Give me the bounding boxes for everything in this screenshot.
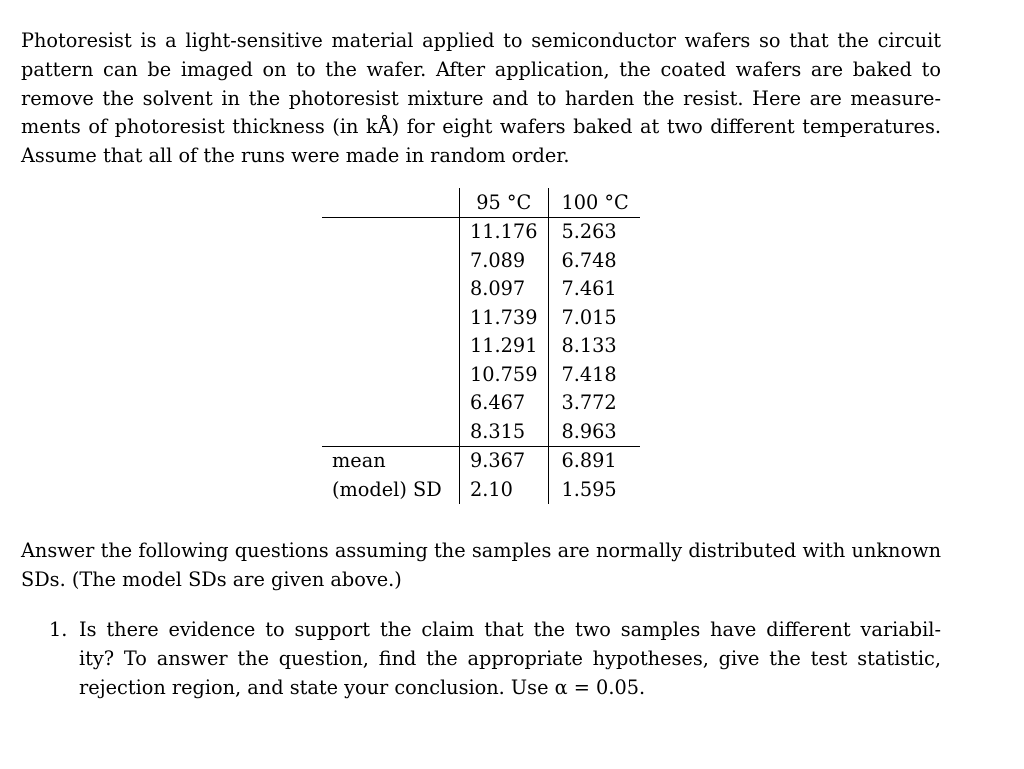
intro-line: remove the solvent in the photoresist mixture and to harden the resist. Here are measure- [21, 86, 941, 110]
sd-95c: 2.10 [460, 475, 549, 504]
cell-100c: 7.418 [549, 360, 640, 389]
cell-95c: 11.291 [460, 332, 549, 361]
summary-label: mean [332, 449, 386, 473]
table-header-blank [322, 188, 460, 217]
table-row [322, 246, 640, 275]
table-row [322, 417, 640, 446]
table-summary-row-sd [322, 475, 640, 504]
table-row [322, 217, 640, 246]
intro-line: ments of photoresist thickness (in kÅ) for eight wafers baked at two different temperatures. [21, 115, 941, 139]
cell-95c: 11.176 [460, 217, 549, 246]
sd-100c: 1.595 [549, 475, 640, 504]
header-95c: 95 °C [460, 188, 549, 217]
cell-95c: 8.315 [460, 417, 549, 446]
mean-100c: 6.891 [549, 446, 640, 475]
cell-100c: 7.461 [549, 275, 640, 304]
summary-label: (model) SD [332, 477, 442, 501]
cell-95c: 6.467 [460, 389, 549, 418]
table-row [322, 360, 640, 389]
question-text [79, 616, 941, 702]
cell-100c: 3.772 [549, 389, 640, 418]
table-header-row [322, 188, 640, 217]
question-line: ity? To answer the question, find the appropriate hypotheses, give the test statistic, [79, 646, 941, 670]
cell-100c: 6.748 [549, 246, 640, 275]
intro-paragraph [21, 27, 941, 171]
question-line: rejection region, and state your conclusion. Use α = 0.05. [79, 675, 646, 699]
question-line: Is there evidence to support the claim that the two samples have different variabil- [79, 618, 941, 641]
instructions-line: Answer the following questions assuming the samples are normally distributed with unknown [21, 539, 941, 562]
thickness-table [322, 188, 640, 504]
cell-95c: 10.759 [460, 360, 549, 389]
question-number: 1. [49, 618, 68, 641]
mean-95c: 9.367 [460, 446, 549, 475]
intro-line: Assume that all of the runs were made in random order. [21, 144, 570, 168]
table-row [322, 275, 640, 304]
instructions-paragraph [21, 537, 941, 595]
cell-100c: 7.015 [549, 303, 640, 332]
cell-100c: 8.963 [549, 417, 640, 446]
table-row [322, 332, 640, 361]
cell-95c: 7.089 [460, 246, 549, 275]
intro-line: pattern can be imaged on to the wafer. After application, the coated wafers are baked to [21, 57, 941, 81]
cell-95c: 8.097 [460, 275, 549, 304]
table-summary-row-mean [322, 446, 640, 475]
cell-100c: 8.133 [549, 332, 640, 361]
header-100c: 100 °C [549, 188, 640, 217]
intro-line: Photoresist is a light-sensitive material applied to semiconductor wafers so that the circuit [21, 29, 941, 52]
cell-100c: 5.263 [549, 217, 640, 246]
table-row [322, 389, 640, 418]
instructions-line: SDs. (The model SDs are given above.) [21, 567, 402, 591]
cell-95c: 11.739 [460, 303, 549, 332]
table-row [322, 303, 640, 332]
